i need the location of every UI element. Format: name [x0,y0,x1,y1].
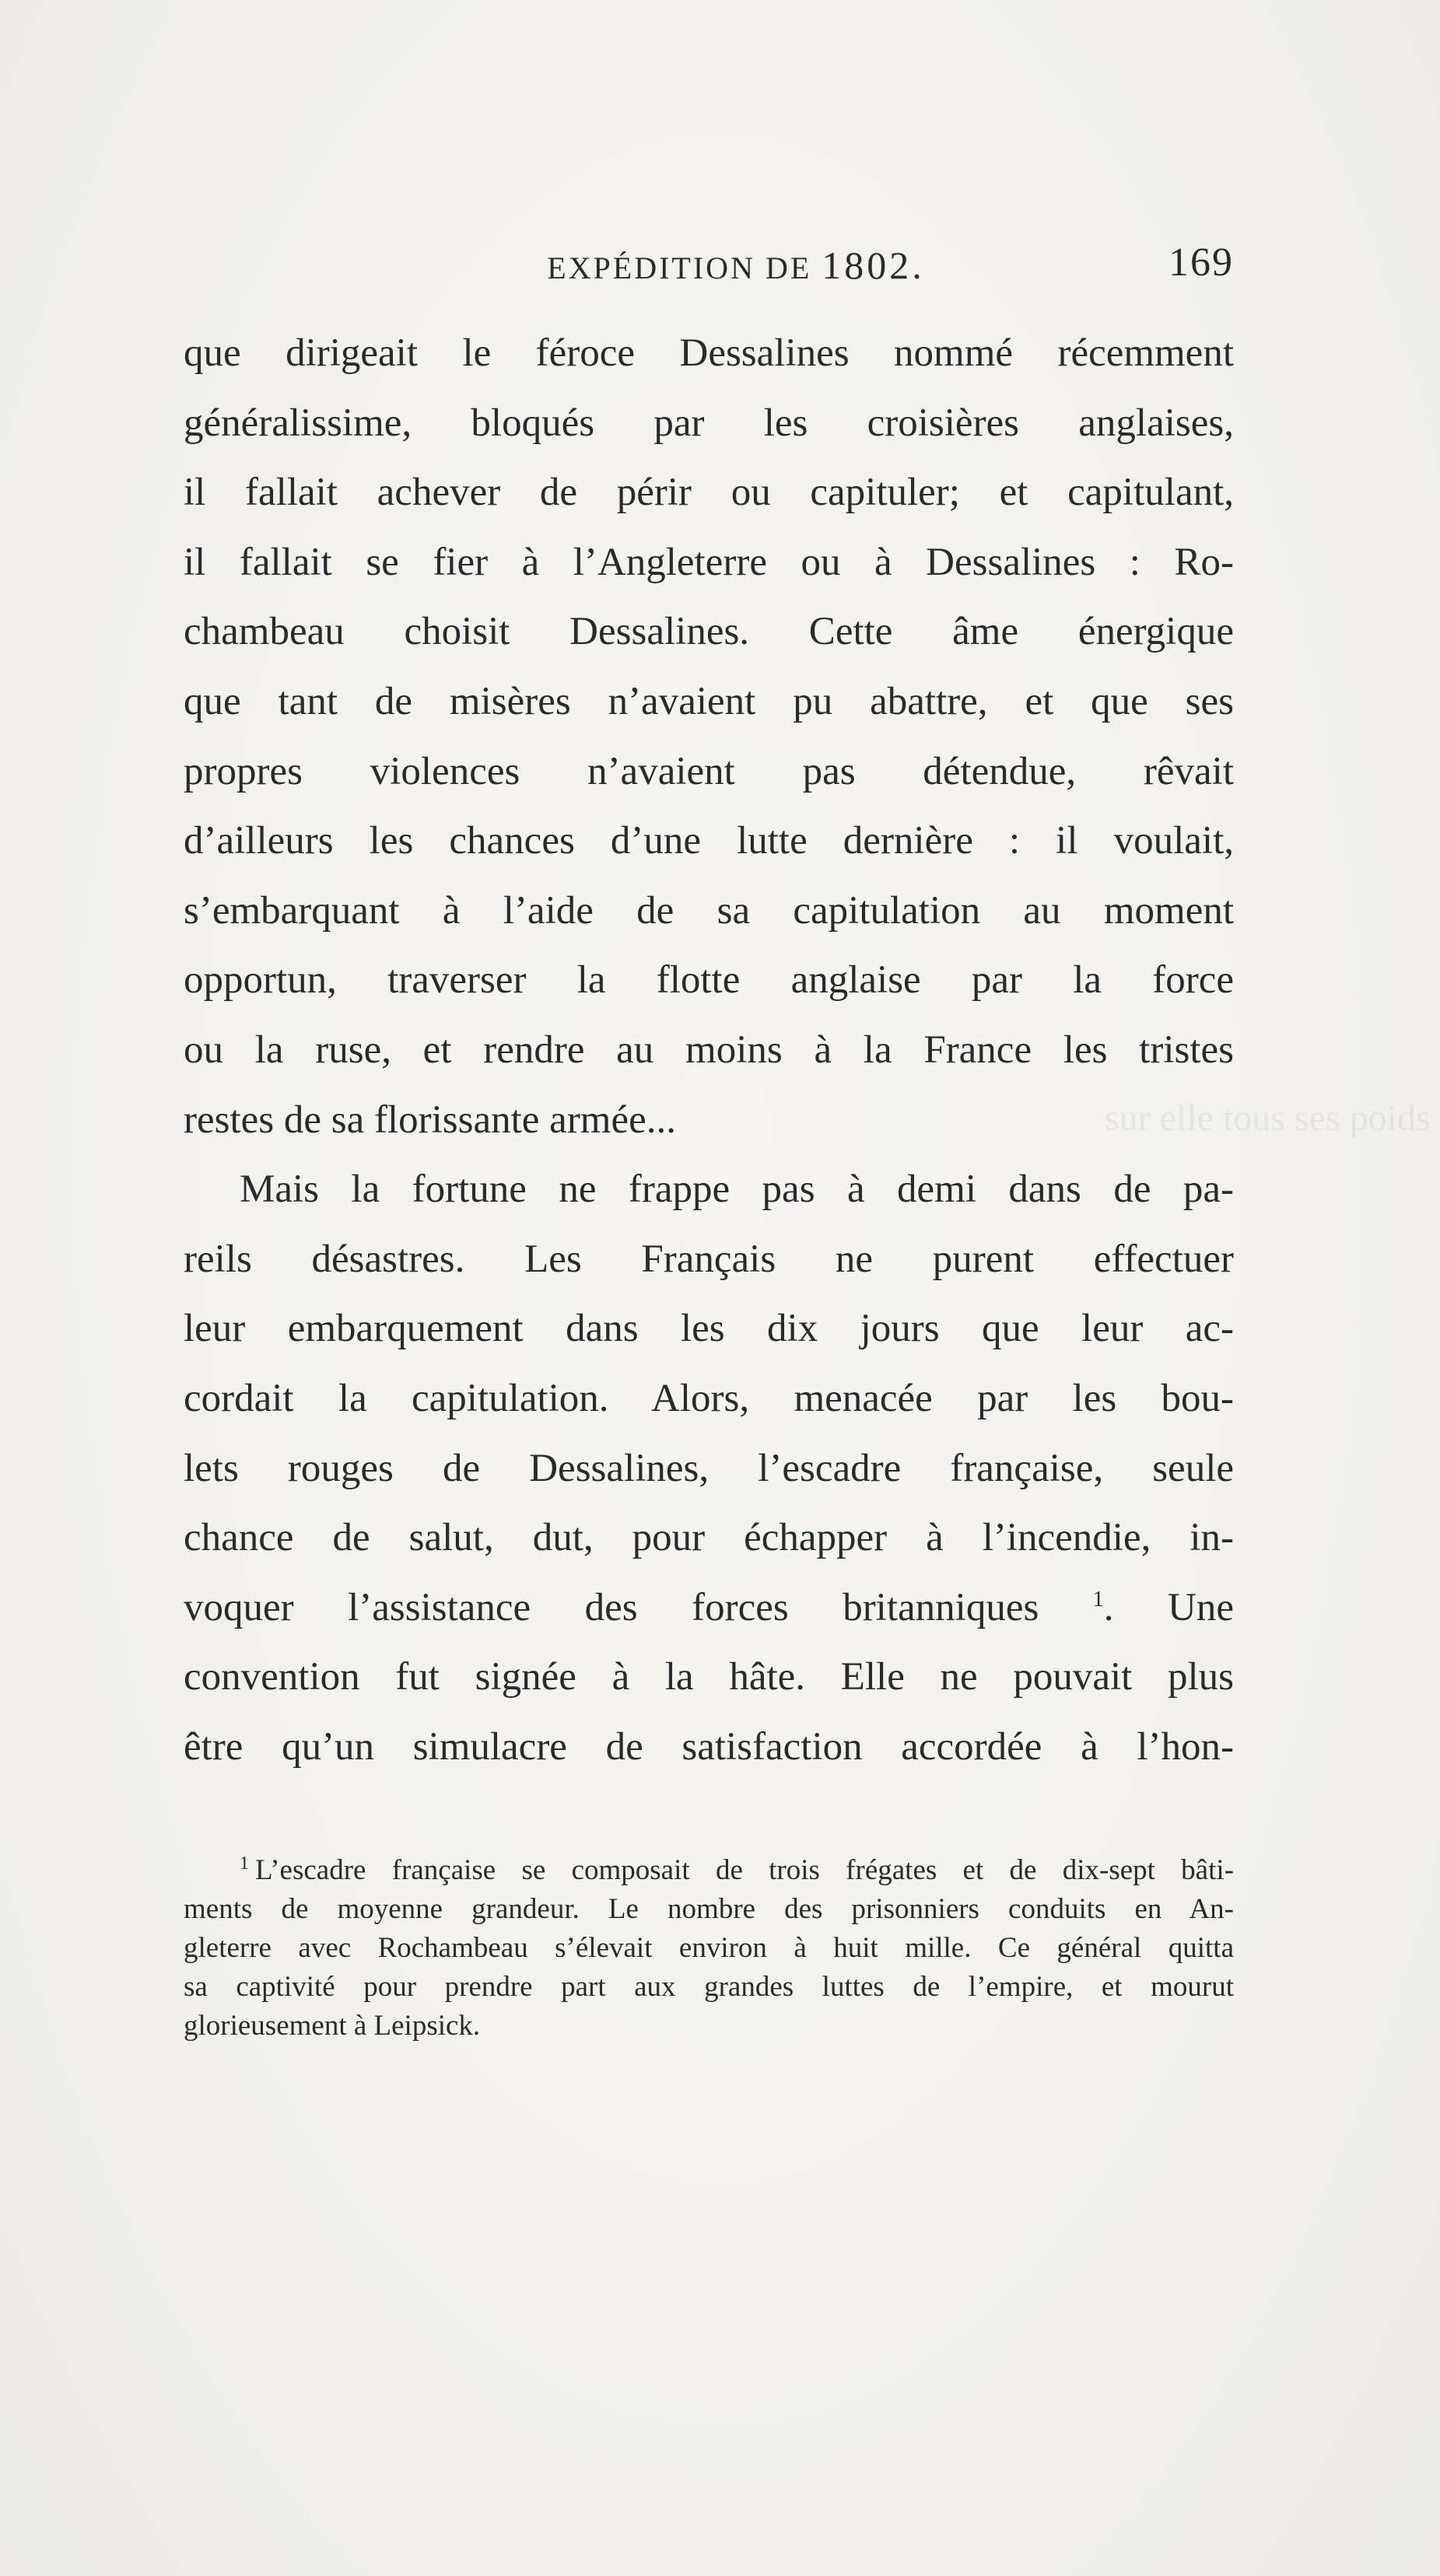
running-title-prefix: EXPÉDITION DE [547,250,822,285]
footnote-line [184,1851,1234,1890]
footnote-marker: 1 [240,1853,249,1874]
text-line: reils désastres. Les Français ne purent effectuer [184,1237,1234,1281]
running-title [184,243,1234,288]
text-line: être qu’un simulacre de satisfaction accordée à l’hon- [184,1724,1234,1769]
running-title-year: 1802. [822,243,925,287]
text-line: que dirigeait le féroce Dessalines nommé récemment [184,331,1234,375]
footnote-line: glorieusement à Leipsick. [184,2010,481,2042]
footnote-line: ments de moyenne grandeur. Le nombre des prisonniers conduits en An- [184,1893,1234,1925]
text-line: propres violences n’avaient pas détendue, rêvait [184,749,1234,793]
text-line: leur embarquement dans les dix jours que leur ac- [184,1307,1234,1351]
text-line: restes de sa florissante armée... [184,1097,676,1142]
show-through-text: sur elle tous ses poids [1105,1097,1431,1139]
page-number: 169 [1168,240,1234,285]
text-line: généralissime, bloqués par les croisières anglaises, [184,401,1234,445]
text-line: cordait la capitulation. Alors, menacée par les bou- [184,1376,1234,1420]
footnote-line: gleterre avec Rochambeau s’élevait environ à huit mille. Ce général quitta [184,1932,1234,1964]
text-line: lets rouges de Dessalines, l’escadre française, seule [184,1446,1234,1490]
footnote [184,1851,1234,2046]
text-line: s’embarquant à l’aide de sa capitulation au moment [184,888,1234,933]
text-line: que tant de misères n’avaient pu abattre, et que ses [184,679,1234,723]
text-line: chambeau choisit Dessalines. Cette âme énergique [184,610,1234,654]
text-line: il fallait se fier à l’Angleterre ou à Dessalines : Ro- [184,540,1234,584]
text-line: il fallait achever de périr ou capituler; et capitulant, [184,471,1234,515]
text-line: chance de salut, dut, pour échapper à l’incendie, in- [184,1516,1234,1560]
text-line-main: voquer l’assistance des forces britanniques [184,1585,1039,1629]
text-line: convention fut signée à la hâte. Elle ne pouvait plus [184,1655,1234,1699]
page-header [184,240,1234,297]
text-line-tail: . Une [1103,1585,1234,1629]
footnote-line: sa captivité pour prendre part aux grandes luttes de l’empire, et mourut [184,1971,1234,2003]
body-text [184,319,1234,1782]
text-line: opportun, traverser la flotte anglaise par la force [184,958,1234,1003]
footnote-line-text: L’escadre française se composait de trois frégates et de dix-sept bâti- [255,1854,1234,1886]
text-line-with-footnote-ref [184,1573,1234,1643]
text-line: d’ailleurs les chances d’une lutte dernière : il voulait, [184,819,1234,863]
text-line: Mais la fortune ne frappe pas à demi dans de pa- [240,1167,1234,1212]
text-line: ou la ruse, et rendre au moins à la France les tristes [184,1027,1234,1072]
footnote-reference: 1 [1092,1587,1104,1612]
